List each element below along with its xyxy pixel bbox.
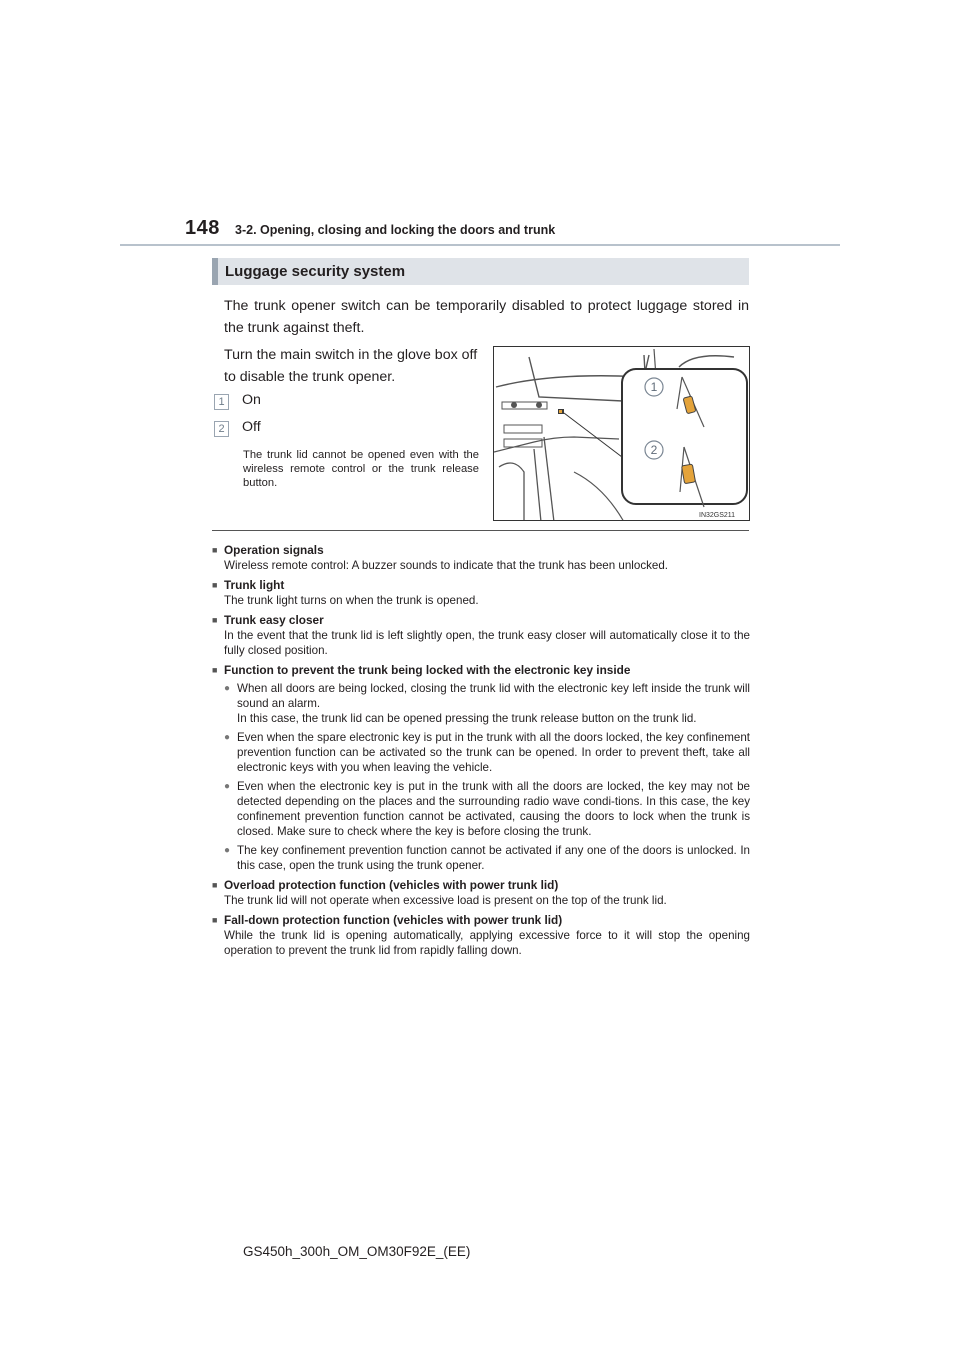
- note-key-lock-prevention: [212, 662, 750, 873]
- notes-list: [212, 542, 750, 962]
- note-text: In the event that the trunk lid is left slightly open, the trunk easy closer will automatically close it to the fully closed position.: [224, 629, 750, 657]
- option-label: On: [242, 392, 261, 408]
- manual-code-footer: GS450h_300h_OM_OM30F92E_(EE): [243, 1244, 471, 1259]
- note-text: While the trunk lid is opening automatically, applying excessive force to it will stop the opening operation to prevent the trunk lid from rapidly falling down.: [224, 929, 750, 957]
- chapter-title: 3-2. Opening, closing and locking the doors and trunk: [235, 223, 556, 237]
- note-bullet: ● Even when the spare electronic key is put in the trunk with all the doors locked, the key confinement prevention function can be activated so the trunk can be opened. In order to prevent theft, take all electronic keys with you when leaving the vehicle.: [212, 730, 750, 775]
- note-text: The trunk light turns on when the trunk is opened.: [224, 594, 479, 607]
- section-heading-bar: [212, 258, 749, 285]
- note-operation-signals: [212, 542, 750, 573]
- note-fall-down-protection: [212, 912, 750, 958]
- note-trunk-easy-closer: [212, 612, 750, 658]
- instruction-paragraph: Turn the main switch in the glove box off to disable the trunk opener.: [224, 347, 478, 385]
- note-heading: ■ Trunk light: [212, 577, 750, 593]
- note-overload-protection: [212, 877, 750, 908]
- note-heading: ■ Fall-down protection function (vehicles with power trunk lid): [212, 912, 750, 928]
- glove-box-switch-illustration: [493, 346, 750, 521]
- section-title: Luggage security system: [225, 263, 406, 280]
- note-bullet: ● When all doors are being locked, closing the trunk lid with the electronic key left inside the trunk will sound an alarm. In this case, the trunk lid can be opened pressing the trunk release button on the trunk lid.: [212, 681, 750, 726]
- header-rule: [120, 244, 840, 246]
- option-label: Off: [242, 419, 261, 435]
- section-divider: [212, 530, 749, 531]
- note-heading: ■ Overload protection function (vehicles with power trunk lid): [212, 877, 750, 893]
- intro-paragraph: The trunk opener switch can be temporarily disabled to protect luggage stored in the trunk against theft.: [224, 298, 749, 336]
- callout-2-label: 2: [650, 443, 658, 457]
- note-trunk-light: [212, 577, 750, 608]
- figure-code: IN32GS211: [699, 512, 736, 519]
- page-number: 148: [185, 217, 220, 239]
- note-heading: ■ Operation signals: [212, 542, 750, 558]
- note-text: The trunk lid will not operate when excessive load is present on the top of the trunk lid.: [224, 894, 667, 907]
- callout-1-label: 1: [650, 380, 658, 394]
- off-note: The trunk lid cannot be opened even with the wireless remote control or the trunk release button.: [243, 449, 479, 489]
- number-2-badge: 2: [214, 421, 229, 437]
- dashboard-drawing: [494, 347, 750, 521]
- note-text: Wireless remote control: A buzzer sounds to indicate that the trunk has been unlocked.: [224, 559, 669, 572]
- number-1-badge: 1: [214, 394, 229, 410]
- note-bullet: ● Even when the electronic key is put in the trunk with all the doors are locked, the key may not be detected depending on the places and the surrounding radio wave condi-tions. In this case, the key confinement prevention function cannot be activated, causing the doors to lock when the trunk is closed. Make sure to check where the key is before closing the trunk.: [212, 779, 750, 839]
- note-bullet: ● The key confinement prevention function cannot be activated if any one of the doors is unlocked. In this case, open the trunk using the trunk opener.: [212, 843, 750, 873]
- note-heading: ■ Function to prevent the trunk being locked with the electronic key inside: [212, 662, 750, 678]
- note-heading: ■ Trunk easy closer: [212, 612, 750, 628]
